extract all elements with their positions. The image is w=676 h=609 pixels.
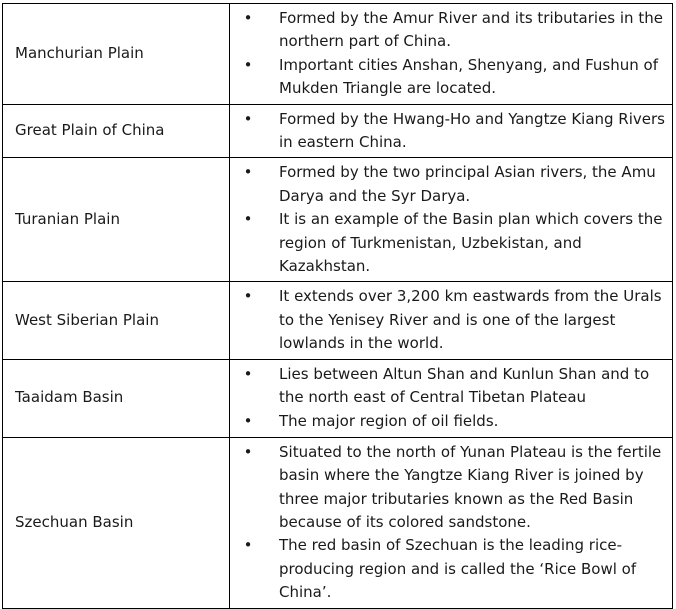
table-row (3, 359, 673, 437)
point-text: The major region of oil fields. (279, 411, 499, 430)
table-row (3, 158, 673, 282)
list-item (230, 7, 668, 54)
list-item (230, 208, 668, 278)
bullet-icon: • (243, 9, 253, 27)
list-item (230, 363, 668, 410)
region-name: Taaidam Basin (3, 359, 230, 437)
bullet-icon: • (243, 536, 253, 555)
point-text: Formed by the Amur River and its tributaries in the northern part of China. (279, 9, 663, 51)
region-name: Manchurian Plain (3, 4, 230, 105)
region-description (230, 437, 673, 608)
bullet-icon: • (243, 287, 253, 306)
table-row (3, 4, 673, 105)
point-text: It extends over 3,200 km eastwards from the Urals to the Yenisey River and is one of the largest lowlands in the world. (279, 287, 662, 353)
bullet-list (230, 108, 668, 155)
list-item (230, 534, 668, 604)
list-item (230, 285, 668, 355)
bullet-list (230, 161, 668, 278)
bullet-icon: • (243, 109, 253, 128)
bullet-icon: • (243, 442, 253, 461)
region-description (230, 359, 673, 437)
region-name: Szechuan Basin (3, 437, 230, 608)
table-row (3, 282, 673, 359)
bullet-icon: • (243, 365, 253, 384)
bullet-icon: • (243, 411, 253, 430)
point-text: Lies between Altun Shan and Kunlun Shan and to the north east of Central Tibetan Plateau (279, 365, 650, 407)
point-text: It is an example of the Basin plan which covers the region of Turkmenistan, Uzbekistan, and Kazakhstan. (279, 210, 663, 276)
bullet-icon: • (243, 55, 253, 74)
bullet-list (230, 363, 668, 433)
bullet-icon: • (243, 210, 253, 229)
region-description (230, 104, 673, 158)
list-item (230, 108, 668, 155)
list-item (230, 54, 668, 101)
bullet-list (230, 285, 668, 355)
table-row (3, 437, 673, 608)
region-description (230, 158, 673, 282)
bullet-list (230, 441, 668, 605)
region-name: Great Plain of China (3, 104, 230, 158)
bullet-icon: • (243, 163, 253, 182)
region-description (230, 282, 673, 359)
point-text: Formed by the Hwang-Ho and Yangtze Kiang Rivers in eastern China. (279, 109, 665, 152)
plains-table (2, 3, 673, 609)
region-name: West Siberian Plain (3, 282, 230, 359)
region-description (230, 4, 673, 105)
point-text: Situated to the north of Yunan Plateau is the fertile basin where the Yangtze Kiang River is joined by three major tributaries known as the Red Basin because of its colored sandstone. (279, 442, 662, 531)
list-item (230, 410, 668, 433)
list-item (230, 161, 668, 208)
region-name: Turanian Plain (3, 158, 230, 282)
table-row (3, 104, 673, 158)
point-text: Formed by the two principal Asian rivers, the Amu Darya and the Syr Darya. (279, 163, 656, 205)
point-text: Important cities Anshan, Shenyang, and Fushun of Mukden Triangle are located. (279, 55, 658, 98)
point-text: The red basin of Szechuan is the leading rice-producing region and is called the ‘Rice Bowl of China’. (279, 536, 637, 602)
list-item (230, 441, 668, 535)
bullet-list (230, 7, 668, 101)
